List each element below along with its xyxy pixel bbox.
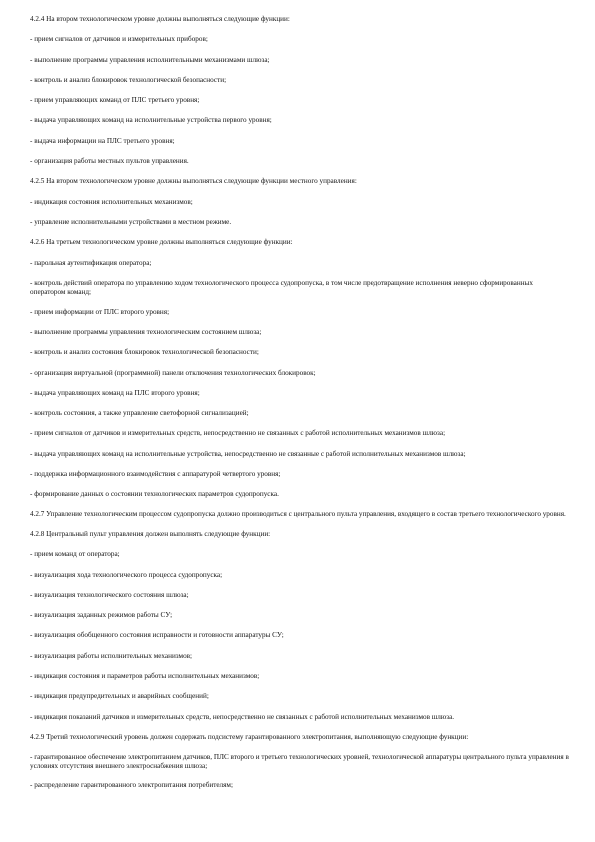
list-item: - выдача управляющих команд на исполнительные устройства первого уровня; xyxy=(30,116,272,125)
list-item: - индикация предупредительных и аварийных сообщений; xyxy=(30,692,209,701)
list-item: - визуализация работы исполнительных механизмов; xyxy=(30,651,193,660)
section-heading-4-2-8: 4.2.8 Центральный пульт управления должен выполнять следующие функции: xyxy=(30,529,271,538)
list-item: - гарантированное обеспечение электропитанием датчиков, ПЛС второго и третьего технологических уровней, технологической аппаратуры центрального пульта управления в условиях отсутствия внешнего электроснабжения шлюза; xyxy=(30,752,569,770)
list-item: - прием управляющих команд от ПЛС третьего уровня; xyxy=(30,96,200,105)
section-heading-4-2-7: 4.2.7 Управление технологическим процессом судопропуска должно производиться с центрального пульта управления, входящего в состав третьего технологического уровня. xyxy=(30,510,566,519)
list-item: - индикация состояния и параметров работы исполнительных механизмов; xyxy=(30,672,260,680)
section-heading-4-2-4: 4.2.4 На втором технологическом уровне должны выполняться следующие функции: xyxy=(30,15,290,23)
list-item: - контроль и анализ состояния блокировок технологической безопасности; xyxy=(30,348,259,357)
list-item: - организация работы местных пультов управления. xyxy=(30,157,189,166)
list-item: - прием информации от ПЛС второго уровня; xyxy=(30,307,170,316)
document-body xyxy=(30,15,570,802)
list-item: - организация виртуальной (программной) панели отключения технологических блокировок; xyxy=(30,368,316,377)
list-item: - визуализация хода технологического процесса судопропуска; xyxy=(30,570,223,579)
list-item: - визуализация заданных режимов работы СУ; xyxy=(30,611,173,620)
list-item: - парольная аутентификация оператора; xyxy=(30,258,152,267)
list-item: - контроль и анализ блокировок технологической безопасности; xyxy=(30,75,227,84)
list-item: - выполнение программы управления технологическим состоянием шлюза; xyxy=(30,327,262,336)
list-item: - визуализация технологического состояния шлюза; xyxy=(30,590,189,599)
list-item: - формирование данных о состоянии технологических параметров судопропуска. xyxy=(30,489,279,498)
list-item: - поддержка информационного взаимодействия с аппаратурой четвертого уровня; xyxy=(30,469,281,478)
list-item: - распределение гарантированного электропитания потребителям; xyxy=(30,781,233,790)
list-item: - контроль действий оператора по управлению ходом технологического процесса судопропуска, в том числе предотвращение исполнения неверно сформированных оператором команд; xyxy=(30,278,533,296)
list-item: - индикация состояния исполнительных механизмов; xyxy=(30,197,193,206)
list-item: - выдача управляющих команд на ПЛС второго уровня; xyxy=(30,388,200,397)
list-item: - выдача информации на ПЛС третьего уровня; xyxy=(30,136,175,145)
list-item: - прием сигналов от датчиков и измерительных приборов; xyxy=(30,35,208,44)
list-item: - визуализация обобщенного состояния исправности и готовности аппаратуры СУ; xyxy=(30,631,284,640)
section-heading-4-2-5: 4.2.5 На втором технологическом уровне должны выполняться следующие функции местного управления: xyxy=(30,177,357,186)
list-item: - контроль состояния, а также управление светофорной сигнализацией; xyxy=(30,409,249,418)
section-heading-4-2-6: 4.2.6 На третьем технологическом уровне должны выполняться следующие функции: xyxy=(30,238,293,247)
list-item: - управление исполнительными устройствами в местном режиме. xyxy=(30,217,232,226)
section-heading-4-2-9: 4.2.9 Третий технологический уровень должен содержать подсистему гарантированного электропитания, выполняющую следующие функции: xyxy=(30,732,469,741)
list-item: - прием сигналов от датчиков и измерительных средств, непосредственно не связанных с работой исполнительных механизмов шлюза; xyxy=(30,429,446,438)
list-item: - индикация показаний датчиков и измерительных средств, непосредственно не связанных с работой исполнительных механизмов шлюза. xyxy=(30,712,455,721)
list-item: - выполнение программы управления исполнительными механизмами шлюза; xyxy=(30,55,270,64)
list-item: - прием команд от оператора; xyxy=(30,550,120,559)
list-item: - выдача управляющих команд на исполнительные устройства, непосредственно не связанные с работой исполнительных механизмов шлюза; xyxy=(30,449,466,458)
